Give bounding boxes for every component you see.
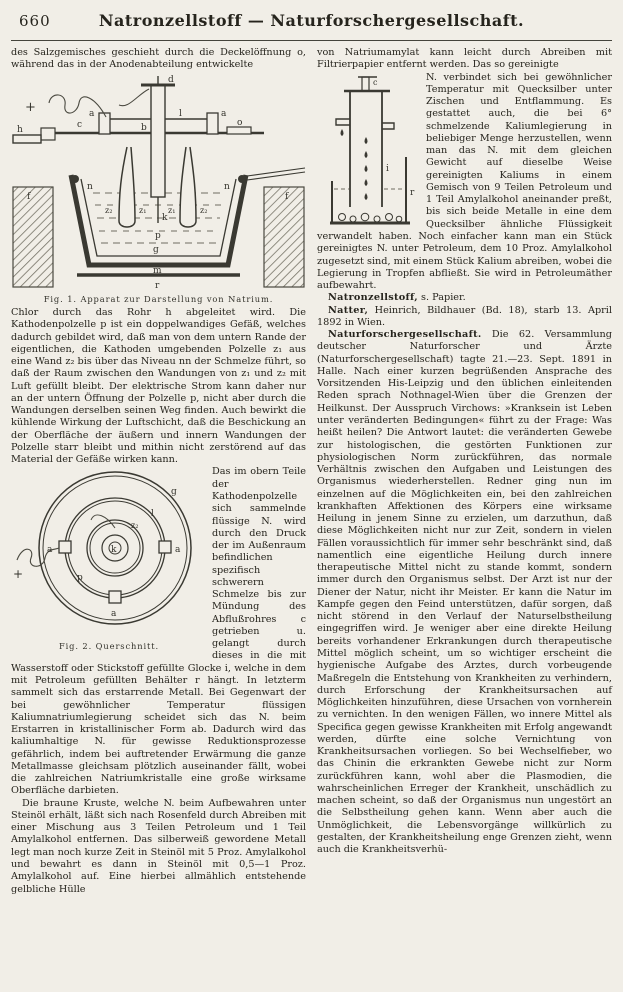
fig2-label-a-bottom: a	[111, 609, 117, 620]
two-column-text	[11, 47, 612, 896]
paragraph: Das im obern Teile der Kathodenpolzelle sich sammelnde flüssige N. wird durch den Druck der im Außenraum befindlichen spezifisch schwerern Schmelze bis zur Mündung des Abflußrohres c getrieben u. gelangt durch dieses in die mit Wasserstoff oder Stickstoff gefüllte Glocke i, welche in dem mit Petroleum gefüllten Behälter r hängt. In letzterm sammelt sich das erstarrende Metall. Bei Gegenwart der bei gewöhnlicher Temperatur flüssigen Kaliumnatriumlegierung scheidet sich das N. beim Erstarren in kristallinischer Form ab. Dadurch wird das kaliumhaltige N. für gewisse Reduktionsprozesse gefährlich, indem bei auftretender Erwärmung die ganze Metallmasse gleichsam plötzlich auseinander fällt, wobei die zahlreichen Natriumkristalle eine große wirksame Oberfläche darbieten.	[11, 466, 306, 797]
fig1-label-f-right: f	[285, 191, 289, 202]
running-head-title: Natronzellstoff — Naturforschergesellschaft.	[98, 11, 525, 30]
figure-2-cross-section	[11, 468, 207, 654]
figure-1-apparatus	[11, 75, 306, 304]
paragraph: Chlor durch das Rohr h abgeleitet wird. Die Kathodenpolzelle p ist ein doppelwandiges Gefäß, welches dadurch gebildet wird, daß man von dem untern Rande der eigentlichen, die Kathoden umgebenden Polzelle z₁ aus eine Wand z₂ bis über das Niveau nn der Schmelze führt, so daß der Raum zwischen den Wandungen von z₁ und z₂ mit Luft gefüllt bleibt. Der elektrische Strom kann daher nur an der untern Öffnung der Polzelle p, nicht aber durch die Wandungen derselben seinen Weg finden. Auch bewirkt die kühlende Wirkung der Luftschicht, daß die Beschickung an der Oberfläche der äußern und innern Wandungen der Polzelle starr bleibt und mithin nicht zerstörend auf das Material der Gefäße wirken kann.	[11, 307, 306, 466]
paragraph: Die braune Kruste, welche N. beim Aufbewahren unter Steinöl erhält, läßt sich nach Rosenfeld durch Abreiben mit einer Mischung aus 3 Teilen Petroleum und 1 Teil Amylalkohol entfernen. Das silberweiß gewordene Metall legt man noch kurze Zeit in Steinöl mit 5 Proz. Amylalkohol und bewahrt es dann in Steinöl mit 0,5—1 Proz. Amylalkohol auf. Eine hierbei allmählich entstehende gelbliche Hülle	[11, 797, 306, 895]
entry-text: s. Papier.	[417, 292, 466, 304]
fig2-label-k: k	[111, 545, 117, 556]
fig1-label-n-right: n	[224, 181, 230, 192]
entry-natter	[317, 305, 612, 330]
entry-text: Heinrich, Bildhauer (Bd. 18), starb 13. April 1892 in Wien.	[317, 304, 612, 328]
figsmall-label-i: i	[386, 163, 389, 174]
fig1-label-h: h	[17, 124, 23, 135]
fig1-label-f-left: f	[27, 191, 31, 202]
fig1-label-m: m	[153, 265, 162, 276]
entry-natronzellstoff	[317, 292, 612, 304]
fig1-label-z2-left: z₂	[105, 205, 113, 215]
paragraph: N. verbindet sich bei gewöhnlicher Temperatur mit Quecksilber unter Zischen und Entflammung. Es gestattet auch, die bei 6° schmelzende Kaliumlegierung in beliebiger Menge herzustellen, wenn man das N. mit dem gleichen Gewicht auf dieselbe Weise gereinigten Kaliums in einem Gemisch von 9 Teilen Petroleum und 1 Teil Amylalkohol aneinander preßt, bis sich beide Metalle in eine dem Quecksilber ähnliche Flüssigkeit verwandelt haben. Noch einfacher kann man ein Stück gereinigtes N. unter Petroleum, dem 10 Proz. Amylalkohol zugesetzt sind, mit einem Stück Kalium abreiben, wobei die Legierung in Tropfen abfließt. Sie wird in Petroleumäther aufbewahrt.	[317, 71, 612, 292]
entry-term: Natronzellstoff,	[328, 292, 418, 304]
fig1-label-z2-right: z₂	[200, 205, 208, 215]
fig1-label-g: g	[153, 244, 159, 255]
fig2-label-l: l	[151, 509, 154, 520]
fig2-label-a-right: a	[175, 545, 181, 556]
fig1-label-z1-left: z₁	[139, 205, 147, 215]
entry-term: Natter,	[328, 304, 369, 316]
entry-naturforschergesellschaft	[317, 329, 612, 856]
apparatus-drawing	[11, 75, 306, 293]
paragraph: von Natriumamylat kann leicht durch Abreiben mit Filtrierpapier entfernt werden. Das so gereinigte	[317, 47, 612, 71]
fig1-label-k: k	[162, 212, 168, 223]
fig2-label-plus: +	[13, 567, 24, 582]
fig2-label-p: p	[77, 573, 83, 584]
figsmall-label-r: r	[410, 187, 415, 198]
fig1-label-plus: +	[25, 99, 36, 115]
fig1-label-c: c	[77, 119, 83, 130]
page-header	[11, 10, 612, 36]
paragraph: des Salzgemisches geschieht durch die Deckelöffnung o, während das in der Anodenabteilung entwickelte	[11, 47, 306, 71]
fig1-label-d: d	[168, 74, 174, 85]
header-rule	[11, 40, 612, 41]
right-column	[317, 47, 612, 896]
figure-bell-in-vessel	[317, 75, 419, 227]
entry-text: Die 62. Versammlung deutscher Naturforscher und Ärzte (Naturforschergesellschaft) tagte 21.—23. Sept. 1891 in Halle. Nach einer kurzen begrüßenden Ansprache des Vorsitzenden His-Leipzig und den üblichen einleitenden Reden sprach Nothnagel-Wien über die Grenzen der Heilkunst. Der Ausspruch Virchows: »Kranksein ist Leben unter veränderten Bedingungen« führt zu der Frage: Was heißt heilen? Die Antwort lautet: die veränderten Gewebe zur histologischen, die gestörten Funktionen zur physiologischen Norm zurückführen, das normale Verhältnis zwischen den Aufgaben und Leistungen des Organismus wiederherstellen. Redner ging nun im einzelnen auf die Möglichkeiten ein, bei den zahlreichen krankhaften Affektionen des Körpers eine wirksame Heilung in jenem Sinne zu erzielen, um darzuthun, daß diese Möglichkeiten nicht nur zur Zeit, sondern in vielen Fällen voraussichtlich für immer sehr beschränkt sind, daß namentlich eine eigentliche Heilung durch innere therapeutische Mittel nicht zu stande kommt, sondern immer durch den Organismus selbst. Der Arzt ist nur der Diener der Natur, nicht ihr Meister. Er kann die Natur im Kampfe gegen den Feind unterstützen, dafür sorgen, daß nicht störend in den Verlauf der Naturselbstheilung eingegriffen wird. Je weniger aber eine direkte Heilung bereits vorhandener Erkrankungen durch therapeutische Mittel möglich scheint, um so wichtiger erscheint die hygienische Aufgabe des Arztes, durch vorbeugende Maßregeln die Entstehung von Krankheiten zu verhindern, durch Erforschung der Krankheitsursachen auf Möglichkeiten hinzuführen, diese Ursachen von vornherein zu vernichten. In den wenigen Fällen, wo innere Mittel als Specifica gegen gewisse Krankheiten mit Erfolg angewandt werden, dürfte eine solche Vernichtung von Krankheitsursachen vorliegen. So bei Wechselfieber, wo das Chinin die erkrankten Gewebe nicht zur Norm zurückführen kann, wohl aber die Plasmodien, die wahrscheinlichen Erreger der Krankheit, unschädlich zu machen scheint, so daß der Organismus nun ungestört an die Selbstheilung gehen kann. Wenn aber auch die Unmöglichkeit, die Lebensvorgänge willkürlich zu gestalten, der Krankheitsheilung enge Grenzen zieht, wenn auch die Krankheitsverhü-	[317, 329, 612, 856]
fig2-label-a-left: a	[47, 545, 53, 556]
fig2-label-z2: z₂	[131, 521, 139, 531]
bell-vessel-drawing	[318, 75, 418, 227]
fig1-label-a-left: a	[89, 108, 95, 119]
fig1-label-l: l	[179, 108, 182, 119]
fig1-label-r: r	[155, 280, 160, 291]
fig1-label-o: o	[237, 117, 243, 128]
figure-2-caption: Fig. 2. Querschnitt.	[58, 641, 160, 652]
fig1-label-n-left: n	[87, 181, 93, 192]
page-number: 660	[19, 12, 51, 30]
entry-term: Naturforschergesellschaft.	[328, 329, 482, 341]
figure-1-caption: Fig. 1. Apparat zur Darstellung von Natrium.	[43, 293, 274, 304]
fig1-label-b: b	[141, 122, 147, 133]
left-column	[11, 47, 306, 896]
figsmall-label-c: c	[373, 77, 378, 87]
fig1-label-p: p	[155, 230, 161, 241]
fig2-label-g: g	[171, 487, 177, 498]
cross-section-drawing	[11, 468, 207, 640]
fig1-label-z1-right: z₁	[168, 205, 176, 215]
fig1-label-a-right: a	[221, 108, 227, 119]
